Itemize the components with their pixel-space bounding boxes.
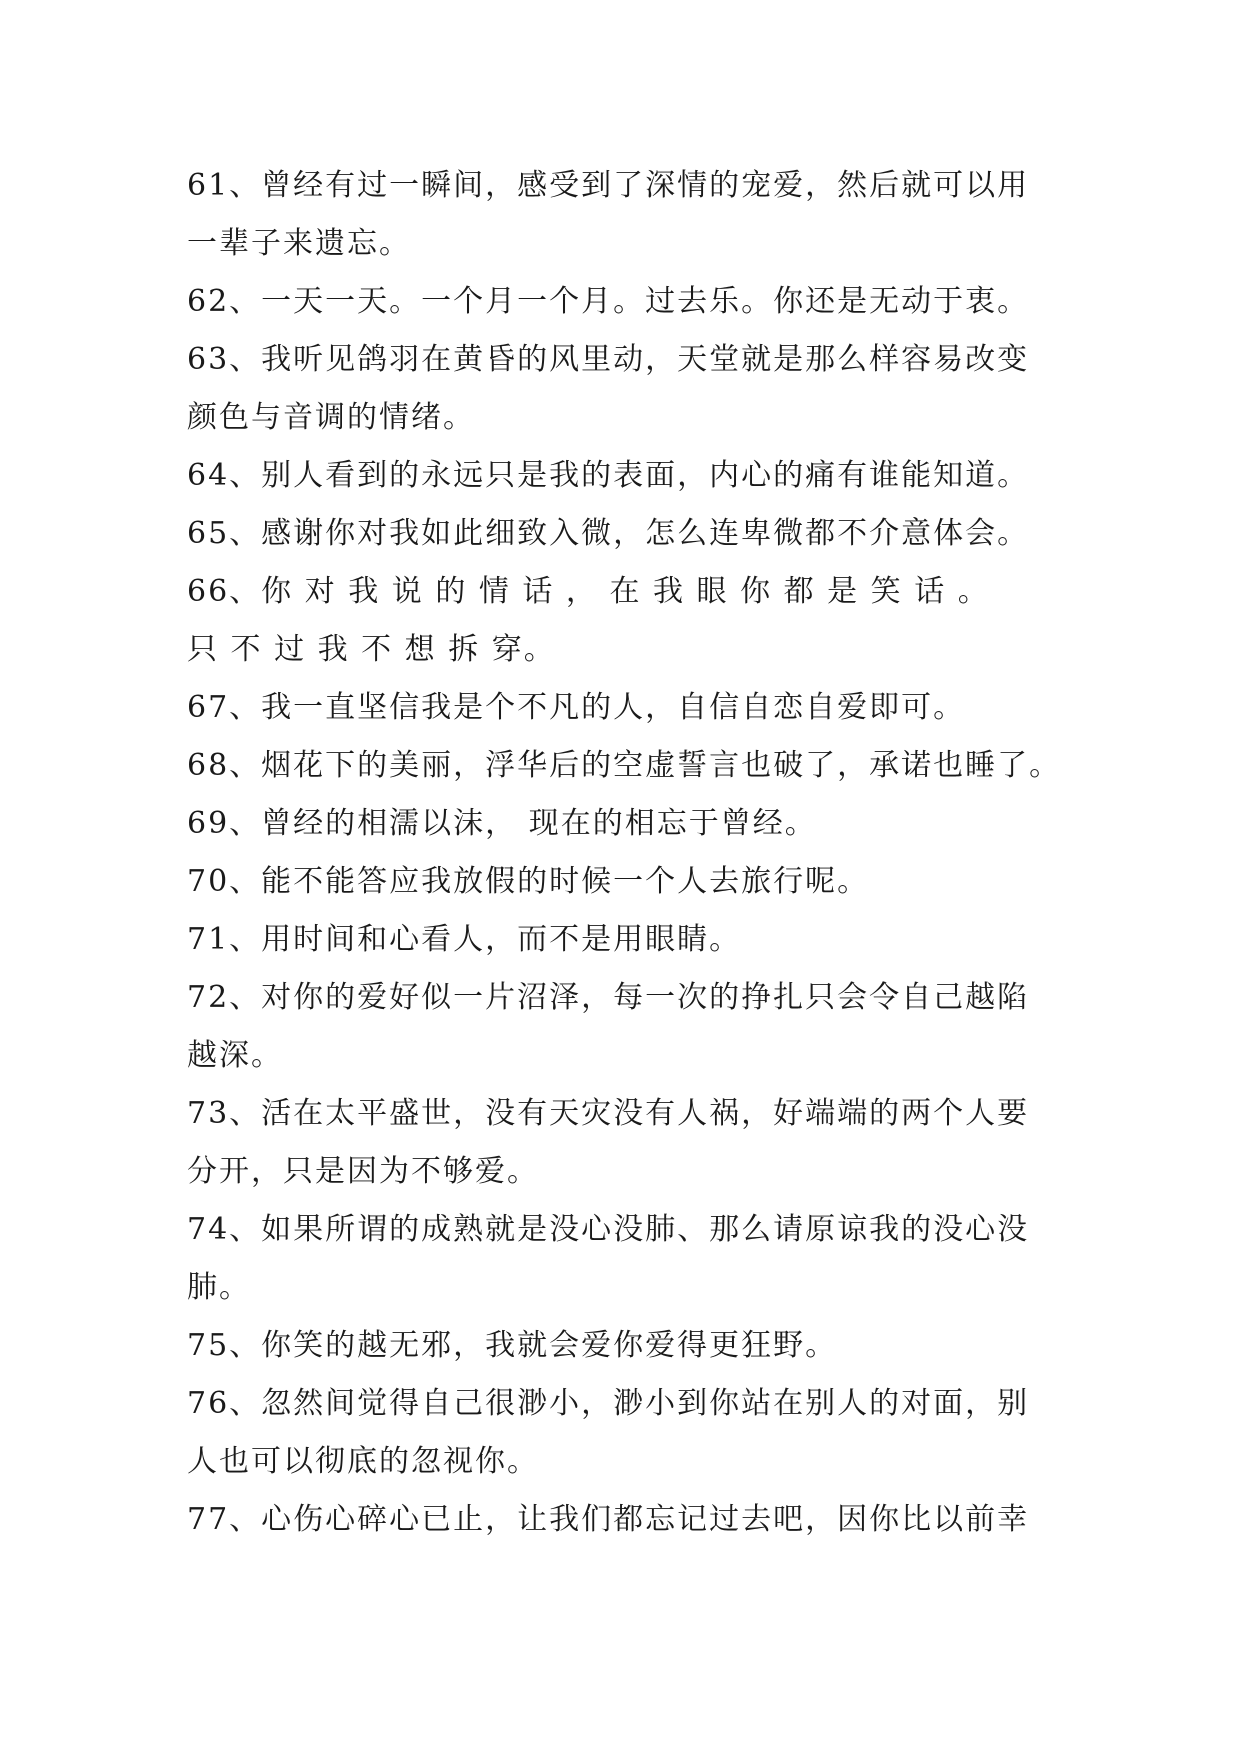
text-line: 77、心伤心碎心已止，让我们都忘记过去吧，因你比以前幸 [187, 1502, 1030, 1537]
text-line: 69、曾经的相濡以沫， 现在的相忘于曾经。 [187, 806, 817, 841]
text-line: 只 不 过 我 不 想 拆 穿。 [187, 632, 556, 667]
text-line: 61、曾经有过一瞬间，感受到了深情的宠爱，然后就可以用 [187, 168, 1030, 203]
text-line: 72、对你的爱好似一片沼泽，每一次的挣扎只会令自己越陷 [187, 980, 1030, 1015]
text-line: 一辈子来遗忘。 [187, 226, 411, 261]
text-line: 75、你笑的越无邪，我就会爱你爱得更狂野。 [187, 1328, 838, 1363]
text-line: 73、活在太平盛世，没有天灾没有人祸，好端端的两个人要 [187, 1096, 1030, 1131]
text-line: 颜色与音调的情绪。 [187, 400, 475, 435]
text-line: 越深。 [187, 1038, 283, 1073]
text-body [187, 157, 1072, 1549]
text-line: 71、用时间和心看人，而不是用眼睛。 [187, 922, 742, 957]
text-line: 74、如果所谓的成熟就是没心没肺、那么请原谅我的没心没 [187, 1212, 1030, 1247]
text-line: 70、能不能答应我放假的时候一个人去旅行呢。 [187, 864, 870, 899]
text-line: 65、感谢你对我如此细致入微，怎么连卑微都不介意体会。 [187, 516, 1030, 551]
text-line: 64、别人看到的永远只是我的表面，内心的痛有谁能知道。 [187, 458, 1030, 493]
text-line: 肺。 [187, 1270, 251, 1305]
text-line: 66、你 对 我 说 的 情 话 ， 在 我 眼 你 都 是 笑 话 。 [187, 574, 990, 609]
text-line: 76、忽然间觉得自己很渺小，渺小到你站在别人的对面，别 [187, 1386, 1030, 1421]
text-line: 分开，只是因为不够爱。 [187, 1154, 539, 1189]
text-line: 63、我听见鸽羽在黄昏的风里动，天堂就是那么样容易改变 [187, 342, 1030, 377]
text-line: 68、烟花下的美丽，浮华后的空虚誓言也破了，承诺也睡了。 [187, 748, 1062, 783]
text-line: 人也可以彻底的忽视你。 [187, 1444, 539, 1479]
text-line: 67、我一直坚信我是个不凡的人，自信自恋自爱即可。 [187, 690, 966, 725]
text-line: 62、一天一天。一个月一个月。过去乐。你还是无动于衷。 [187, 284, 1030, 319]
